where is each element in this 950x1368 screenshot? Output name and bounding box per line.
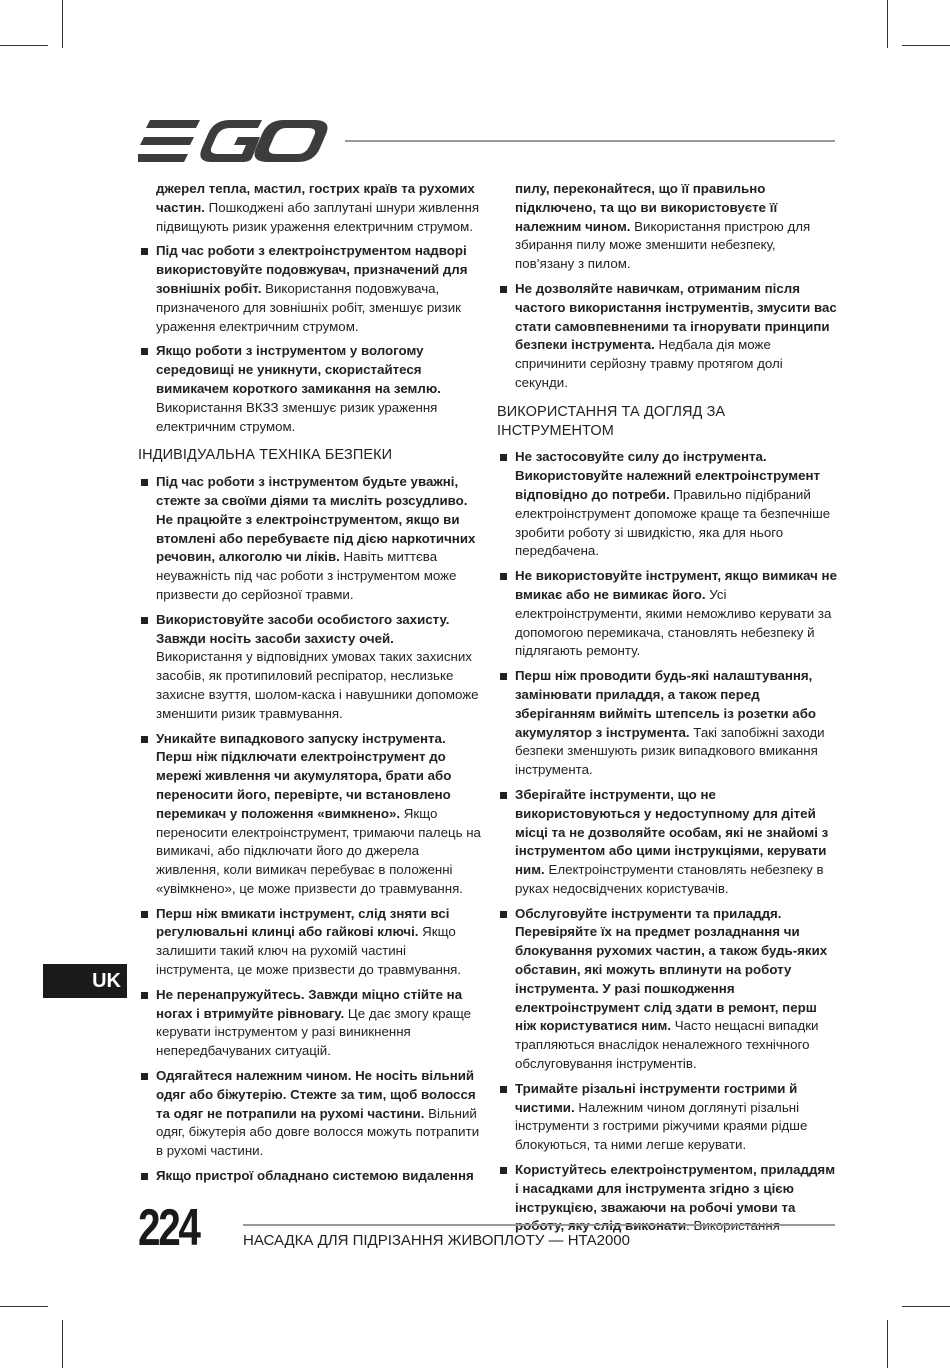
explanation-text: Використання подовжувача, призначеного для зовнішніх робіт, зменшує ризик ураження електричним струмом. [156, 280, 461, 334]
bullet-icon [500, 1086, 507, 1093]
bullet-icon [141, 1073, 148, 1080]
bold-instruction: Якщо пристрої обладнано системою видалення [156, 1168, 474, 1184]
list-item [497, 905, 837, 1074]
list-item [497, 667, 837, 780]
bold-instruction: Тримайте різальні інструменти гострими й чистими. [515, 1080, 798, 1115]
crop-mark [0, 45, 48, 46]
crop-mark [62, 0, 63, 48]
list-item [138, 473, 483, 605]
bullet-icon [500, 573, 507, 580]
explanation-text: Правильно підібраний електроінструмент допоможе краще та безпечніше зробити роботу зі швидкістю, яка для нього передбачена. [515, 486, 831, 559]
list-item [497, 786, 837, 899]
bullet-icon [500, 792, 507, 799]
section-heading: ВИКОРИСТАННЯ ТА ДОГЛЯД ЗА ІНСТРУМЕНТОМ [497, 403, 726, 439]
crop-mark [62, 1320, 63, 1368]
bold-instruction: Одягайтеся належним чином. Не носіть вільний одяг або біжутерію. Стежте за тим, щоб волосся та одяг не потрапили на рухомі частини. [156, 1068, 476, 1121]
explanation-text: Пошкоджені або заплутані шнури живлення підвищують ризик ураження електричним струмом. [156, 199, 480, 234]
bullet-icon [500, 454, 507, 461]
bullet-icon [141, 736, 148, 743]
bold-instruction: Якщо роботи з інструментом у вологому середовищі не уникнути, скористайтеся вимикачем короткого замикання на землю. [156, 343, 441, 396]
list-item [138, 611, 483, 724]
explanation-text: Часто нещасні випадки трапляються внаслідок неналежного технічного обслуговування інструментів. [515, 1018, 819, 1072]
list-item [497, 567, 837, 661]
crop-mark [0, 1306, 48, 1307]
bullet-icon [141, 911, 148, 918]
bold-instruction: пилу, переконайтеся, що її правильно підключено, та що ви використовуєте її належним чином. [515, 181, 778, 234]
bullet-icon [141, 248, 148, 255]
footer-title: НАСАДКА ДЛЯ ПІДРІЗАННЯ ЖИВОПЛОТУ — HTA2000 [243, 1232, 630, 1249]
bullet-icon [500, 673, 507, 680]
continued-paragraph [497, 180, 837, 274]
list-item [138, 986, 483, 1061]
bold-instruction: Під час роботи з інструментом будьте уважні, стежте за своїми діями та мисліть розсудливо. Не працюйте з електроінструментом, якщо ви втомлені або перебуваєте під дією наркотичних речовин, алкоголю чи ліків. [156, 474, 476, 565]
language-tab [43, 964, 127, 998]
explanation-text: Недбала дія може спричинити серйозну травму протягом долі секунди. [515, 337, 783, 390]
crop-mark [902, 1306, 950, 1307]
bullet-icon [500, 1167, 507, 1174]
section-heading: ІНДИВІДУАЛЬНА ТЕХНІКА БЕЗПЕКИ [138, 447, 393, 464]
bold-instruction: Не дозволяйте навичкам, отриманим після частого використання інструментів, змусити вас стати самовпевненими та ігнорувати принципи безпеки інструмента. [515, 280, 837, 353]
footer-rule [243, 1224, 835, 1226]
crop-mark [887, 1320, 888, 1368]
bullet-icon [141, 348, 148, 355]
bold-instruction: Не перенапружуйтесь. Завжди міцно стійте на ногах і втримуйте рівновагу. [156, 986, 463, 1021]
bold-instruction: Перш ніж вмикати інструмент, слід зняти всі регулювальні клинці або гайкові ключі. [156, 905, 450, 940]
bullet-icon [500, 911, 507, 918]
left-column [138, 180, 483, 1192]
explanation-text: Використання пристрою для збирання пилу може зменшити небезпеку, пов’язану з пилом. [515, 218, 811, 272]
explanation-text: Якщо залишити такий ключ на рухомій частині інструмента, це може призвести до травмування. [156, 924, 462, 978]
explanation-text: Належним чином доглянуті різальні інструменти з гострими ріжучими краями рідше блокуються, та ними легше керувати. [515, 1099, 808, 1153]
explanation-text: Електроінструменти становлять небезпеку в руках недосвідчених користувачів. [515, 862, 824, 896]
explanation-text: Якщо переносити електроінструмент, тримаючи палець на вимикачі, або підключати його до джерела живлення, коли вимикач перебуває в положенні «увімкнено», це може призвести до травмування. [156, 805, 481, 896]
crop-mark [887, 0, 888, 48]
language-tab-label: UK [92, 970, 121, 992]
bullet-icon [141, 479, 148, 486]
bold-instruction: джерел тепла, мастил, гострих країв та рухомих частин. [156, 181, 475, 215]
continued-paragraph [138, 180, 483, 236]
list-item [138, 905, 483, 980]
bold-instruction: Використовуйте засоби особистого захисту. Завжди носіть засоби захисту очей. [156, 611, 450, 646]
list-item [497, 448, 837, 561]
bullet-icon [141, 992, 148, 999]
list-item [138, 730, 483, 899]
bold-instruction: Користуйтесь електроінструментом, приладдям і насадками для інструмента згідно з цією інструкцією, зважаючи на робочі умови та [515, 1162, 836, 1215]
list-item [497, 1080, 837, 1155]
list-item [138, 1167, 483, 1186]
explanation-text: Використання ВКЗЗ зменшує ризик ураження електричним струмом. [156, 399, 438, 434]
bold-instruction: Обслуговуйте інструменти та приладдя. Перевіряйте їх на предмет розладнання чи блокування рухомих частин, а також будь-яких обставин, які можуть вплинути на роботу інструмента. У разі пошкодження електроінструмент слід здати в ремонт, перш ніж користуватися ним. [515, 905, 828, 1034]
crop-mark [902, 45, 950, 46]
bullet-icon [141, 1173, 148, 1180]
bullet-icon [500, 286, 507, 293]
bold-instruction: Зберігайте інструменти, що не використовуються у недоступному для дітей місці та не дозволяйте особам, які не знайомі з інструментом або цими інструкціями, керувати ним. [515, 786, 829, 878]
explanation-text: Використання у відповідних умовах таких захисних засобів, як протипиловий респіратор, неслизьке захисне взуття, шолом-каска і навушники допоможе зменшити ризик травмування. [156, 649, 479, 721]
list-item [138, 1067, 483, 1161]
bold-instruction: Перш ніж проводити будь-які налаштування, замінювати приладдя, а також перед зберіганням вийміть штепсель із розетки або акумулятор з інструмента. [515, 668, 817, 740]
page-number: 224 [138, 1199, 199, 1257]
bold-instruction: Під час роботи з електроінструментом надворі використовуйте подовжувач, призначений для зовнішніх робіт. [156, 243, 468, 296]
explanation-text: Це дає змогу краще керувати інструментом у разі виникнення непередбачуваних ситуацій. [156, 1005, 472, 1059]
bold-instruction: Не застосовуйте силу до інструмента. Використовуйте належний електроінструмент відповідно до потреби. [515, 449, 821, 502]
right-column [497, 180, 837, 1242]
ego-logo [138, 120, 328, 162]
list-item [497, 280, 837, 393]
explanation-text: Такі запобіжні заходи безпеки зменшують ризик випадкового вмикання інструмента. [515, 724, 825, 778]
list-item [138, 242, 483, 336]
explanation-text: Усі електроінструменти, якими неможливо керувати за допомогою перемикача, становлять небезпеку й підлягають ремонту. [515, 586, 832, 659]
bold-instruction: Уникайте випадкового запуску інструмента. Перш ніж підключати електроінструмент до мережі живлення чи акумулятора, брати або переносити його, перевірте, чи встановлено перемикач у положення «вимкнено». [156, 730, 452, 821]
header-rule [345, 140, 835, 142]
explanation-text: Вільний одяг, біжутерія або довге волосся можуть потрапити в рухомі частини. [156, 1105, 480, 1159]
bold-instruction: Не використовуйте інструмент, якщо вимикач не вмикає або не вимикає його. [515, 568, 837, 602]
explanation-text: Навіть миттєва неуважність під час роботи з інструментом може призвести до серйозної травми. [156, 549, 457, 602]
list-item [138, 342, 483, 436]
bullet-icon [141, 617, 148, 624]
